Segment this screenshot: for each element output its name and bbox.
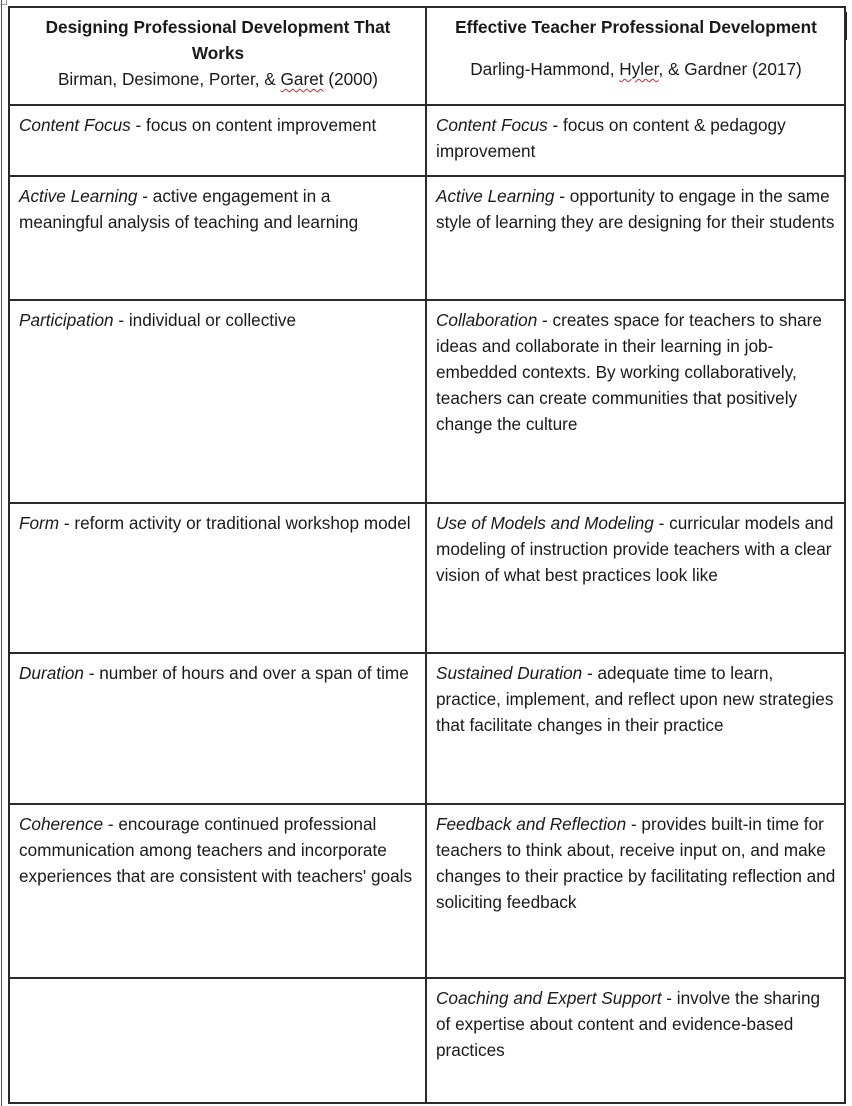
term-description: - curricular models and modeling of instruction provide teachers with a clear vision of what best practices look like xyxy=(436,513,834,585)
table-row xyxy=(9,300,845,503)
term-label: Use of Models and Modeling xyxy=(436,513,654,533)
table-row xyxy=(9,105,845,176)
table-cell-left-empty[interactable] xyxy=(9,978,426,1103)
table-cell-right[interactable] xyxy=(426,804,845,978)
term-description: - focus on content & pedagogy improvement xyxy=(436,115,786,161)
table-cell-right[interactable] xyxy=(426,503,845,653)
term-description: - reform activity or traditional workshop model xyxy=(59,513,411,533)
term-label: Collaboration xyxy=(436,310,538,330)
table-cell-right[interactable] xyxy=(426,978,845,1103)
term-description: - involve the sharing of expertise about content and evidence-based practices xyxy=(436,988,821,1060)
spellcheck-underlined-word[interactable]: Hyler xyxy=(619,59,659,79)
term-description: - number of hours and over a span of time xyxy=(83,663,409,683)
header-citation xyxy=(436,56,836,82)
table-cell-right[interactable] xyxy=(426,300,845,503)
term-description: - provides built-in time for teachers to think about, receive input on, and make changes to their practice by facilitating reflection and soliciting feedback xyxy=(436,814,836,912)
table-row xyxy=(9,653,845,804)
term-label: Coaching and Expert Support xyxy=(436,988,662,1008)
header-cell-darling-hammond xyxy=(426,7,845,105)
term-label: Active Learning xyxy=(436,186,555,206)
term-label: Content Focus xyxy=(436,115,548,135)
term-label: Form xyxy=(19,513,60,533)
table-row xyxy=(9,978,845,1103)
table-cell-left[interactable] xyxy=(9,105,426,176)
term-description: - individual or collective xyxy=(113,310,297,330)
citation-text: (2000) xyxy=(323,69,379,89)
header-title: Effective Teacher Professional Development xyxy=(455,17,817,37)
header-citation xyxy=(19,66,417,92)
term-description: - opportunity to engage in the same style of learning they are designing for their students xyxy=(436,186,835,232)
citation-text: , & Gardner (2017) xyxy=(658,59,802,79)
table-row xyxy=(9,176,845,300)
table-header-row xyxy=(9,7,845,105)
citation-text: Darling-Hammond, xyxy=(470,59,620,79)
table-cell-left[interactable] xyxy=(9,176,426,300)
crop-corner-mark xyxy=(0,0,7,5)
table-row xyxy=(9,804,845,978)
table-cell-left[interactable] xyxy=(9,503,426,653)
term-label: Duration xyxy=(19,663,84,683)
table-cell-left[interactable] xyxy=(9,653,426,804)
citation-text: Birman, Desimone, Porter, & xyxy=(57,69,281,89)
term-description: - encourage continued professional communication among teachers and incorporate experiences that are consistent with teachers' goals xyxy=(19,814,413,886)
table-cell-right[interactable] xyxy=(426,653,845,804)
term-label: Feedback and Reflection xyxy=(436,814,627,834)
term-description: - adequate time to learn, practice, implement, and reflect upon new strategies that facilitate changes in their practice xyxy=(436,663,834,735)
header-title: Designing Professional Development That Works xyxy=(45,17,391,63)
term-label: Content Focus xyxy=(19,115,131,135)
table-cell-left[interactable] xyxy=(9,300,426,503)
spellcheck-underlined-word[interactable]: Garet xyxy=(280,69,324,89)
term-label: Coherence xyxy=(19,814,104,834)
table-cell-left[interactable] xyxy=(9,804,426,978)
term-description: - creates space for teachers to share ideas and collaborate in their learning in job-embedded contexts. By working collaboratively, teachers can create communities that positively change the culture xyxy=(436,310,822,434)
table-row xyxy=(9,503,845,653)
term-label: Sustained Duration xyxy=(436,663,583,683)
term-label: Active Learning xyxy=(19,186,138,206)
term-description: - focus on content improvement xyxy=(130,115,377,135)
term-label: Participation xyxy=(19,310,114,330)
header-cell-birman xyxy=(9,7,426,105)
table-cell-right[interactable] xyxy=(426,176,845,300)
term-description: - active engagement in a meaningful analysis of teaching and learning xyxy=(19,186,359,232)
table-cell-right[interactable] xyxy=(426,105,845,176)
page-edge-line xyxy=(1,0,2,1106)
comparison-table xyxy=(8,6,846,1104)
